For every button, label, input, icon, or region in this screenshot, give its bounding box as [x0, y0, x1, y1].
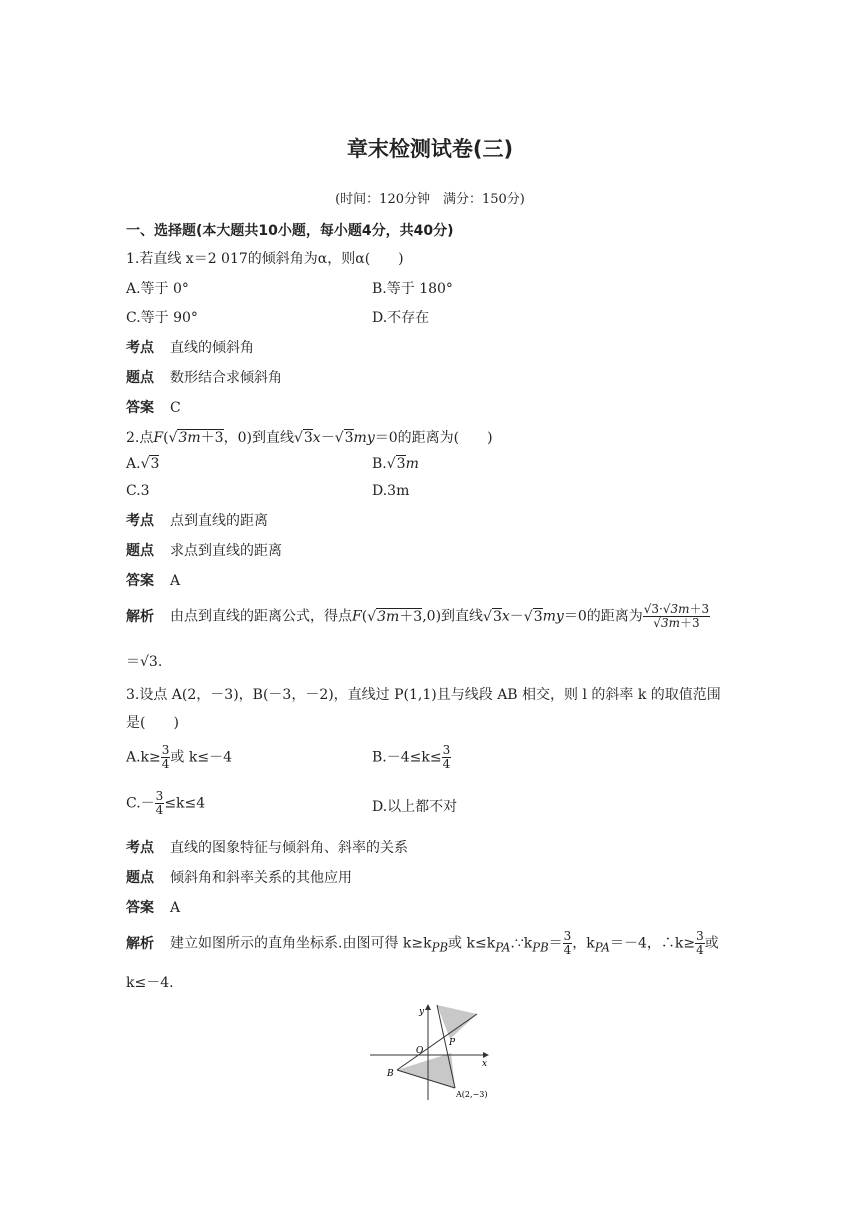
q1-option-c: C.等于 90° [126, 310, 198, 326]
q3-option-c: C.－ $\frac{3}{4}$ ≤k≤4 [126, 789, 206, 817]
q1-tidian: 题点 数形结合求倾斜角 [126, 370, 282, 386]
q2-option-c: C.3 [126, 483, 150, 499]
label-o: O [416, 1046, 424, 1056]
y-axis-arrow [425, 1004, 431, 1010]
exam-info: (时间：120分钟 满分：150分) [335, 192, 525, 207]
page-title: 章末检测试卷(三) [346, 137, 514, 161]
label-a: A(2,−3) [456, 1090, 488, 1099]
q1-kaodian: 考点 直线的倾斜角 [126, 340, 254, 356]
x-axis-arrow [483, 1052, 489, 1058]
q2-kaodian: 考点 点到直线的距离 [126, 513, 268, 529]
label-y: y [419, 1007, 425, 1017]
q1-option-d: D.不存在 [372, 310, 430, 326]
q2-stem: 2.点F(√ 3m＋3，0)到直线√ 3x－√ 3my＝0的距离为( ) [126, 427, 493, 447]
q3-option-d: D.以上都不对 [372, 799, 458, 815]
q3-tidian: 题点 倾斜角和斜率关系的其他应用 [126, 870, 352, 886]
q3-jiexi: 解析 建立如图所示的直角坐标系.由图可得 $k\ge k_{PB}$或 $k\le k_{PA}.\because k_{PB}=$ $\frac{3}{4}$ ，$k_{PA}=-4$，∴k≥ $\frac{3}{4}$ 或 [126, 929, 719, 957]
q3-daan: 答案 A [126, 900, 181, 916]
shaded-region-lower [397, 1053, 455, 1088]
q3-kaodian: 考点 直线的图象特征与倾斜角、斜率的关系 [126, 840, 408, 856]
q2-option-a: A.√ 3 [126, 456, 159, 472]
q1-stem: 1.若直线 x＝2 017的倾斜角为α，则α( ) [126, 251, 404, 267]
q3-option-b: B.－4≤k≤ $\frac{3}{4}$ [372, 743, 451, 771]
q3-stem-line2: 是( ) [126, 715, 179, 731]
q3-option-a: A.k≥ $\frac{3}{4}$ 或 k≤－4 [126, 743, 232, 771]
q3-stem-line1: 3.设点 A(2，－3)，B(－3，－2)，直线过 P(1,1)且与线段 AB 相交，则 l 的斜率 k 的取值范围 [126, 687, 721, 703]
label-b: B [387, 1069, 394, 1079]
section-heading: 一、选择题(本大题共10小题，每小题4分，共40分) [126, 223, 454, 239]
q2-option-d: D.3m [372, 483, 410, 499]
q1-daan: 答案 C [126, 400, 181, 416]
q2-tidian: 题点 求点到直线的距离 [126, 543, 282, 559]
label-p: P [449, 1038, 456, 1048]
q2-option-b: B.√ 3m [372, 456, 419, 472]
q3-jiexi-line2: k≤－4. [126, 975, 174, 991]
label-x: x [482, 1059, 488, 1069]
q2-daan: 答案 A [126, 573, 181, 589]
q2-jiexi-result: ＝√3. [126, 654, 163, 670]
q2-jiexi: 解析 由点到直线的距离公式，得点F(√ 3m＋3,0)到直线√ 3x－√ 3my＝0的距离为 $\frac{√3\cdot√3m+3}{√3m+3}$ [126, 603, 710, 630]
coordinate-figure [365, 1000, 505, 1105]
q1-option-a: A.等于 0° [126, 281, 189, 297]
q1-option-b: B.等于 180° [372, 281, 453, 297]
